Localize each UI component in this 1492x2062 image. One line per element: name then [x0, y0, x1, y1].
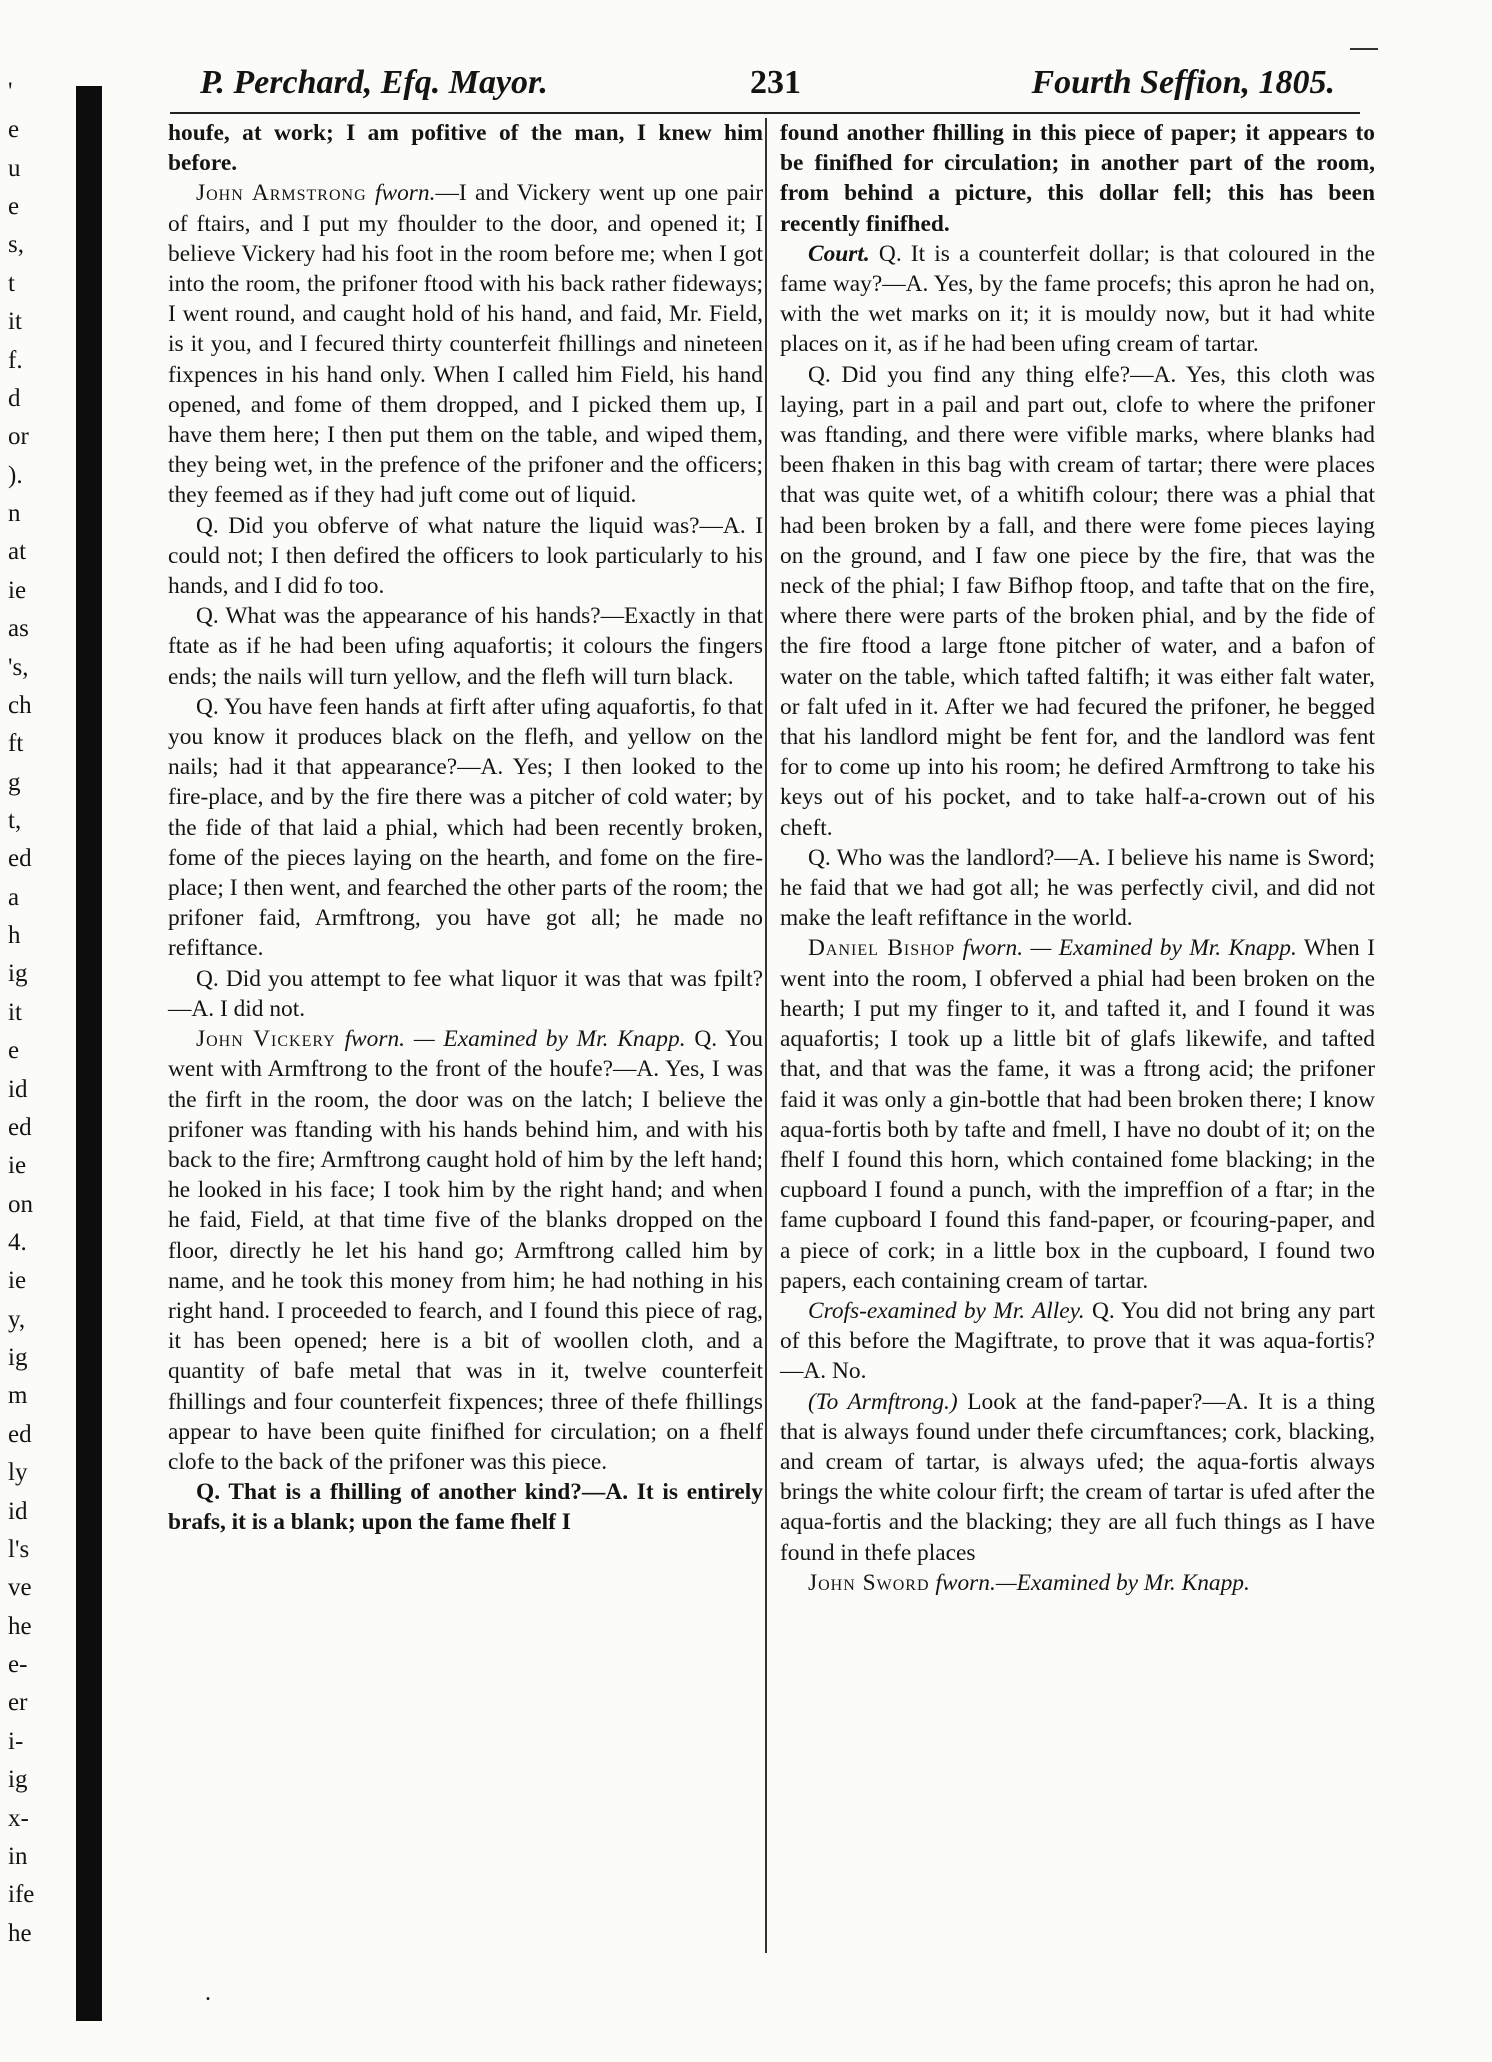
paragraph: Q. Did you attempt to fee what liquor it was that was fpilt?—A. I did not.	[168, 965, 763, 1022]
margin-fragment: n	[8, 500, 21, 527]
paragraph: Q. Who was the landlord?—A. I believe his name is Sword; he faid that we had got all; he was perfectly civil, and did not make the leaft refiftance in the world.	[780, 844, 1375, 932]
paragraph: houfe, at work; I am pofitive of the man, I knew him before.	[168, 120, 763, 177]
sworn-note: fworn.	[374, 180, 436, 207]
margin-fragment: ch	[8, 692, 32, 719]
margin-fragment: g	[8, 769, 21, 796]
margin-fragment: er	[8, 1689, 28, 1716]
corner-mark	[1350, 48, 1378, 50]
margin-fragment: 's,	[8, 654, 29, 681]
question-armstrong	[780, 1387, 1375, 1568]
margin-fragment: ie	[8, 1152, 27, 1179]
header-rule	[170, 112, 1360, 114]
margin-fragment: ie	[8, 1267, 27, 1294]
testimony-sword	[780, 1568, 1375, 1598]
margin-fragment: as	[8, 615, 29, 642]
margin-fragment: id	[8, 1498, 28, 1525]
stray-mark: .	[205, 1980, 211, 2006]
margin-fragment: f.	[8, 347, 23, 374]
margin-fragment: ve	[8, 1574, 32, 1601]
margin-fragment: ig	[8, 1766, 28, 1793]
margin-fragment: ed	[8, 845, 32, 872]
addressee-note: (To Armftrong.)	[808, 1388, 958, 1415]
margin-fragment: ig	[8, 960, 28, 987]
margin-fragment: d	[8, 385, 21, 412]
witness-name: Daniel Bishop	[808, 935, 956, 962]
witness-name: John Vickery	[196, 1026, 336, 1053]
paragraph: found another fhilling in this piece of paper; it appears to be finifhed for circulation; in another part of the room, from behind a picture, this dollar fell; this has been recently finifhed.	[780, 120, 1375, 237]
sworn-note: fworn. — Examined by Mr. Knapp.	[344, 1026, 686, 1053]
margin-fragment: i-	[8, 1728, 24, 1755]
column-divider	[765, 118, 767, 1953]
margin-fragment: e	[8, 1037, 20, 1064]
sworn-note: fworn.—Examined by Mr. Knapp.	[935, 1569, 1250, 1596]
paragraph-text: When I went into the room, I obferved a phial had been broken on the hearth; I put my finger to it, and tafted it, and I found it was aquafortis; I took up a little bit of glafs likewife, and tafted that, and that was the fame, it was a ftrong acid; the prifoner faid it was only a gin-bottle that had been broken there; I know aqua-fortis both by tafte and fmell, I have no doubt of it; on the fhelf I found this horn, which contained fome blacking; in the cupboard I found a punch, with the impreffion of a ftar; in the fame cupboard I found this fand-paper, or fcouring-paper, and a piece of cork; in a little box in the cupboard, I found two papers, each containing cream of tartar.	[780, 935, 1375, 1294]
paragraph-text: Q. It is a counterfeit dollar; is that coloured in the fame way?—A. Yes, by the fame procefs; this apron he had on, with the wet marks on it; it is mouldy now, but it had white places on it, as if he had been ufing cream of tartar.	[780, 240, 1375, 358]
cross-examination	[780, 1296, 1375, 1387]
margin-fragment: l's	[8, 1536, 30, 1563]
testimony-bishop	[780, 933, 1375, 1295]
testimony-armstrong	[168, 178, 763, 510]
previous-page-margin	[0, 78, 72, 2038]
margin-fragment: '	[8, 78, 13, 105]
margin-fragment: m	[8, 1382, 28, 1409]
left-column	[168, 118, 763, 1538]
witness-name: John Armstrong	[196, 180, 367, 207]
witness-name: John Sword	[808, 1569, 930, 1596]
margin-fragment: ig	[8, 1344, 28, 1371]
margin-fragment: it	[8, 999, 22, 1026]
margin-fragment: e-	[8, 1651, 28, 1678]
page-number: 231	[750, 64, 801, 101]
paragraph: Q. What was the appearance of his hands?—Exactly in that ftate as if he had been ufing aquafortis; it colours the fingers ends; the nails will turn yellow, and the flefh will turn black.	[168, 603, 763, 690]
margin-fragment: e	[8, 193, 20, 220]
testimony-vickery	[168, 1024, 763, 1477]
margin-fragment: t,	[8, 807, 22, 834]
right-column	[780, 118, 1375, 1598]
margin-fragment: at	[8, 538, 27, 565]
margin-fragment: he	[8, 1613, 32, 1640]
paragraph-text: Q. You did not bring any part of this before the Magiftrate, to prove that it was aqua-fortis?—A. No.	[780, 1297, 1375, 1385]
margin-fragment: y,	[8, 1306, 26, 1333]
margin-fragment: id	[8, 1076, 28, 1103]
margin-fragment: it	[8, 308, 22, 335]
margin-fragment: ed	[8, 1114, 32, 1141]
margin-fragment: on	[8, 1191, 33, 1218]
margin-fragment: in	[8, 1843, 28, 1870]
margin-fragment: u	[8, 155, 21, 182]
margin-fragment: ).	[8, 462, 23, 489]
margin-fragment: he	[8, 1920, 32, 1947]
paragraph-text: Look at the fand-paper?—A. It is a thing that is always found under thefe circumftances; cork, blacking, and cream of tartar, is always ufed; the aqua-fortis always brings the white colour firft; the cream of tartar is ufed after the aqua-fortis and the blacking; they are all fuch things as I have found in thefe places	[780, 1388, 1375, 1566]
paragraph-text: —I and Vickery went up one pair of ftairs, and I put my fhoulder to the door, and opened it; I believe Vickery had his foot in the room before me; when I got into the room, the prifoner ftood with his back rather fideways; I went round, and caught hold of his hand, and faid, Mr. Field, is it you, and I fecured thirty counterfeit fhillings and nineteen fixpences in his hand only. When I called him Field, his hand opened, and fome of them dropped, and I picked them up, I have them here; I then put them on the table, and wiped them, they being wet, in the prefence of the prifoner and the officers; they feemed as if they had juft come out of liquid.	[168, 180, 763, 509]
paragraph: Q. That is a fhilling of another kind?—A. It is entirely brafs, it is a blank; upon the fame fhelf I	[168, 1479, 763, 1536]
running-header	[200, 64, 1335, 110]
margin-fragment: t	[8, 270, 15, 297]
margin-fragment: a	[8, 884, 20, 911]
margin-fragment: ife	[8, 1881, 35, 1908]
sworn-note: fworn. — Examined by Mr. Knapp.	[962, 935, 1297, 962]
court-label: Court.	[808, 240, 870, 267]
margin-fragment: ly	[8, 1459, 28, 1486]
binding-shadow	[76, 86, 102, 2021]
margin-fragment: h	[8, 922, 21, 949]
paragraph: Q. Did you find any thing elfe?—A. Yes, this cloth was laying, part in a pail and part out, clofe to where the prifoner was ftanding, and there were vifible marks, where blanks had been fhaken in this bag with cream of tartar; there were places that was quite wet, of a whitifh colour; there was a phial that had been broken by a fall, and there were fome pieces laying on the ground, and I faw one piece by the fire, that was the neck of the phial; I faw Bifhop ftoop, and tafte that on the fire, where there were parts of the broken phial, and by the fide of the fire ftood a large ftone pitcher of water, and a bafon of water on the table, which tafted faltifh; it was either falt water, or falt ufed in it. After we had fecured the prifoner, he begged that his landlord might be fent for, and the landlord was fent for to come up into his room; he defired Armftrong to take his keys out of his pocket, and to take half-a-crown out of his cheft.	[780, 361, 1375, 841]
paragraph-text: Q. You went with Armftrong to the front of the houfe?—A. Yes, I was the firft in the room, the door was on the latch; I believe the prifoner was ftanding with his hands behind him, and with his back to the fire; Armftrong caught hold of him by the left hand; he looked in his face; I took him by the right hand; and when he faid, Field, at that time five of the blanks dropped on the floor, directly he let his hand go; Armftrong called him by name, and he took this money from him; he had nothing in his right hand. I proceeded to fearch, and I found this piece of rag, it has been opened; here is a bit of woollen cloth, and a quantity of bafe metal that was in it, twelve counterfeit fhillings and four counterfeit fixpences; three of thefe fhillings appear to have been quite finifhed for circulation; on a fhelf clofe to the back of the prifoner was this piece.	[168, 1026, 763, 1475]
court-question	[780, 239, 1375, 360]
paragraph: Q. You have feen hands at firft after ufing aquafortis, fo that you know it produces black on the flefh, and yellow on the nails; had it that appearance?—A. Yes; I then looked to the fire-place, and by the fire there was a pitcher of cold water; by the fide of that laid a phial, which had been recently broken, fome of the pieces laying on the hearth, and fome on the fire-place; I then went, and fearched the other parts of the room; the prifoner faid, Armftrong, you have got all; he made no refiftance.	[168, 693, 763, 962]
margin-fragment: x-	[8, 1805, 29, 1832]
margin-fragment: 4.	[8, 1229, 27, 1256]
header-mayor: P. Perchard, Efq. Mayor.	[200, 64, 548, 101]
margin-fragment: ie	[8, 577, 27, 604]
margin-fragment: ed	[8, 1421, 32, 1448]
paragraph: Q. Did you obferve of what nature the liquid was?—A. I could not; I then defired the officers to look particularly to his hands, and I did fo too.	[168, 512, 763, 600]
margin-fragment: s,	[8, 231, 24, 258]
cross-label: Crofs-examined by Mr. Alley.	[808, 1297, 1085, 1324]
header-session: Fourth Seffion, 1805.	[1031, 64, 1335, 101]
margin-fragment: or	[8, 423, 29, 450]
margin-fragment: e	[8, 116, 20, 143]
margin-fragment: ft	[8, 730, 24, 757]
